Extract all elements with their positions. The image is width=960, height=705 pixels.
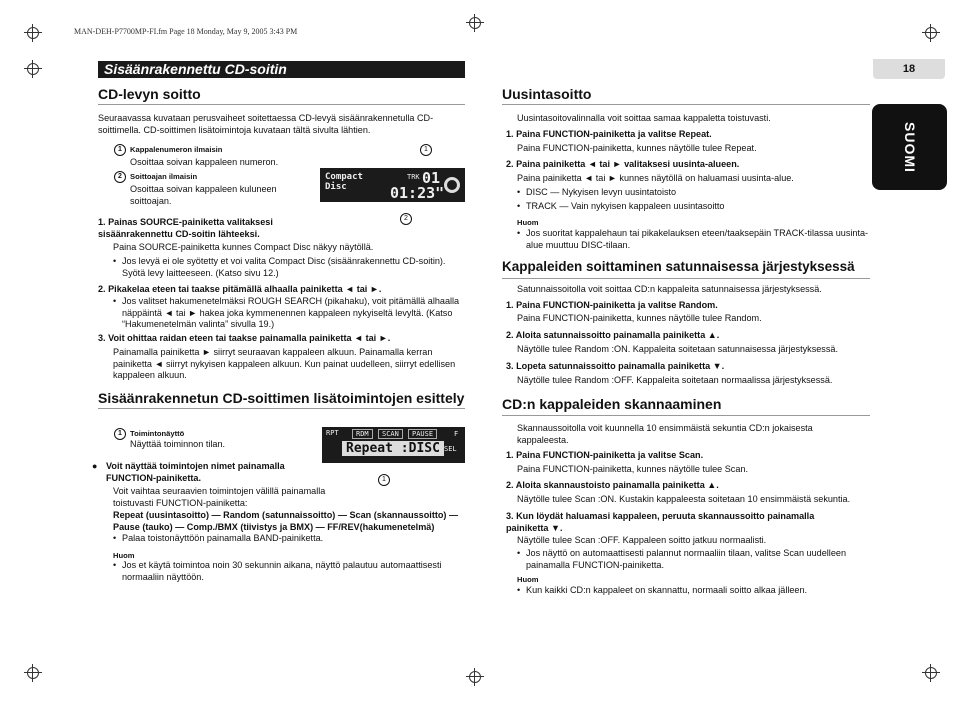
scan-step-2-text: Näytölle tulee Scan :ON. Kustakin kappaleesta soitetaan 10 ensimmäistä sekuntia. (517, 494, 851, 504)
crop-mark-icon (466, 14, 484, 32)
lcd-pause-tag: PAUSE (408, 429, 437, 439)
callout-1-text: Osoittaa soivan kappaleen numeron. (130, 157, 279, 167)
callout-2-title: 2 Soittoajan ilmaisin (114, 171, 304, 183)
crop-mark-icon (922, 664, 940, 682)
crop-mark-icon (24, 60, 42, 78)
crop-mark-icon (24, 664, 42, 682)
repeat-bullet-disc: • DISC — Nykyisen levyn uusintatoisto (517, 187, 866, 199)
crop-mark-icon (922, 24, 940, 42)
crop-mark-icon (466, 668, 484, 686)
lcd-rpt-tag: RPT (326, 429, 339, 437)
crop-mark-icon (24, 24, 42, 42)
repeat-step-2: 2. Paina painiketta ◄ tai ► valitaksesi uusinta-alueen. (506, 159, 740, 169)
random-step-3-text: Näytölle tulee Random :OFF. Kappaleita soitetaan normaalissa järjestyksessä. (517, 375, 833, 385)
lcd-f-label: F (454, 430, 459, 438)
step-3-title: 3. Voit ohittaa raidan eteen tai taakse painamalla painiketta ◄ tai ►. (98, 333, 391, 343)
page-header: MAN-DEH-P7700MP-FI.fm Page 18 Monday, May 9, 2005 3:43 PM (74, 27, 298, 36)
step-1-bullet: • Jos levyä ei ole syötetty et voi valita Compact Disc (sisäänrakennettu CD-soitin). Syötä levy laitteeseen. (Katso sivu 12.) (113, 256, 467, 279)
note-label: Huom (517, 218, 539, 227)
random-step-3: 3. Lopeta satunnaissoitto painamalla painiketta ▼. (506, 361, 725, 371)
language-tab: SUOMI (872, 104, 947, 190)
repeat-step-2-text: Paina painiketta ◄ tai ► kunnes näytöllä on haluamasi uusinta-alue. (517, 173, 794, 183)
scan-bullet: • Jos näyttö on automaattisesti palannut normaaliin tilaan, valitse Scan uudelleen painamalla FUNCTION-painiketta. (517, 548, 866, 571)
step-1-text: Paina SOURCE-painiketta kunnes Compact Disc näkyy näytöllä. (113, 242, 374, 252)
lcd-sel-label: SEL (444, 445, 457, 453)
callout-3-title: 1 Toimintonäyttö (114, 428, 304, 440)
section-title: Sisäänrakennetun CD-soittimen lisätoimintojen esittely (98, 390, 465, 406)
callout-3-text: Näyttää toiminnon tilan. (130, 439, 226, 449)
lcd-source: Compact Disc (325, 172, 363, 192)
callout-2-text: Osoittaa soivan kappaleen kuluneen soittoajan. (130, 184, 277, 206)
repeat-intro: Uusintasoitovalinnalla voit soittaa samaa kappaletta toistuvasti. (517, 113, 771, 123)
chapter-band: Sisäänrakennettu CD-soitin (98, 61, 465, 78)
function-bullet: • Palaa toistonäyttöön painamalla BAND-painiketta. (113, 533, 467, 545)
scan-note: • Kun kaikki CD:n kappaleet on skannattu, normaali soitto alkaa jälleen. (517, 585, 871, 597)
repeat-step-1-text: Paina FUNCTION-painiketta, kunnes näytölle tulee Repeat. (517, 143, 757, 153)
intro-text: Seuraavassa kuvataan perusvaiheet soitettaessa CD-levyä sisäänrakennetulla CD-soittimella. CD-soittimen lisätoimintoja kuvataan tältä sivulta lähtien. (98, 113, 434, 135)
random-step-2: 2. Aloita satunnaissoitto painamalla painiketta ▲. (506, 330, 720, 340)
step-2-title: 2. Pikakelaa eteen tai taakse pitämällä alhaalla painiketta ◄ tai ►. (98, 284, 382, 294)
note-label: Huom (517, 575, 539, 584)
callout-number-icon: 1 (114, 428, 126, 440)
section-title: Kappaleiden soittaminen satunnaisessa järjestyksessä (502, 259, 855, 274)
function-title: ● Voit näyttää toimintojen nimet painamalla FUNCTION-painiketta. (92, 461, 285, 483)
random-step-1-text: Paina FUNCTION-painiketta, kunnes näytölle tulee Random. (517, 313, 762, 323)
random-step-1: 1. Paina FUNCTION-painiketta ja valitse Random. (506, 300, 718, 310)
function-display-illustration (322, 427, 465, 463)
page-number: 18 (873, 59, 945, 79)
repeat-step-1: 1. Paina FUNCTION-painiketta ja valitse Repeat. (506, 129, 712, 139)
lcd-trk-label: TRK (407, 173, 420, 181)
callout-number-icon: 1 (114, 144, 126, 156)
step-2-bullet: • Jos valitset hakumenetelmäksi ROUGH SEARCH (pikahaku), voit pitämällä alhaalla näppäintä ◄ tai ► hakea jokа kymmenennen kappaleen nykyiseltä levyltä. (Katso “Hakumenetelmän valinta” sivulla 19.) (113, 296, 467, 331)
callout-marker-1-icon: 1 (420, 144, 432, 156)
lcd-scan-tag: SCAN (378, 429, 403, 439)
lcd-time: 01:23" (390, 184, 445, 202)
scan-step-1: 1. Paina FUNCTION-painiketta ja valitse Scan. (506, 450, 704, 460)
cd-display-illustration (320, 168, 465, 202)
scan-step-2: 2. Aloita skannaustoisto painamalla painiketta ▲. (506, 480, 719, 490)
scan-step-3: 3. Kun löydät haluamasi kappaleen, peruuta skannaussoitto painamalla painiketta ▼. (506, 511, 815, 533)
section-title: CD:n kappaleiden skannaaminen (502, 396, 722, 412)
section-title: CD-levyn soitto (98, 86, 201, 102)
lcd-rdm-tag: RDM (352, 429, 373, 439)
function-list: Repeat (uusintasoitto) — Random (satunnaissoitto) — Scan (skannaussoitto) — Pause (tauko) — Comp./BMX (tiivistys ja BMX) — FF/REV(hakumenetelmä) (113, 510, 459, 532)
scan-step-1-text: Paina FUNCTION-painiketta, kunnes näytölle tulee Scan. (517, 464, 748, 474)
callout-number-icon: 2 (114, 171, 126, 183)
note-text: • Jos et käytä toimintoa noin 30 sekunnin aikana, näyttö palautuu automaattisesti normaaliin näyttöön. (113, 560, 467, 583)
lcd-main-text: Repeat :DISC (342, 441, 444, 456)
step-1-title: 1. Painas SOURCE-painiketta valitaksesi sisäänrakennettu CD-soitin lähteeksi. (98, 217, 273, 239)
section-title: Uusintasoitto (502, 86, 592, 102)
callout-marker-2-icon: 2 (400, 213, 412, 225)
step-3-text: Painamalla painiketta ► siirryt seuraavan kappaleen alkuun. Painamalla kerran painiketta ◄ siirryt nykyisen kappaleen alkuun. Kun painat uudelleen, siirryt edellisen kappaleen alkuun. (113, 347, 456, 380)
random-intro: Satunnaissoitolla voit soittaa CD:n kappaleita satunnaisessa järjestyksessä. (517, 284, 822, 294)
scan-intro: Skannaussoitolla voit kuunnella 10 ensimmäistä sekuntia CD:n jokaisesta kappaleesta. (517, 423, 813, 445)
callout-1-title: 1 Kappalenumeron ilmaisin (114, 144, 304, 156)
note-label: Huom (113, 551, 135, 560)
disc-icon (444, 177, 460, 193)
scan-step-3-text: Näytölle tulee Scan :OFF. Kappaleen soitto jatkuu normaalisti. (517, 535, 767, 545)
repeat-note: • Jos suoritat kappalehaun tai pikakelauksen eteen/taaksepäin TRACK-tilassa uusinta-alue muuttuu DISC-tilaan. (517, 228, 871, 251)
function-text: Voit vaihtaa seuraavien toimintojen välillä painamalla toistuvasti FUNCTION-painiketta: (113, 486, 326, 508)
repeat-bullet-track: • TRACK — Vain nykyisen kappaleen uusintasoitto (517, 201, 866, 213)
callout-marker-3-icon: 1 (378, 474, 390, 486)
lcd-track-number: 01 (422, 169, 441, 187)
random-step-2-text: Näytölle tulee Random :ON. Kappaleita soitetaan satunnaisessa järjestyksessä. (517, 344, 838, 354)
